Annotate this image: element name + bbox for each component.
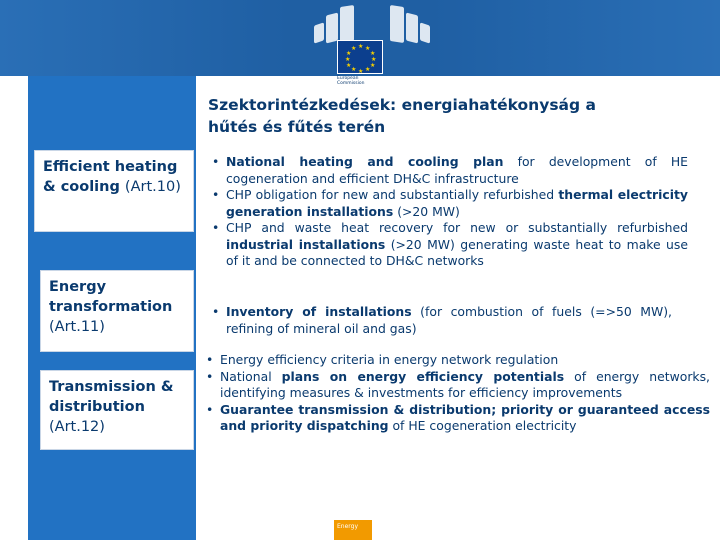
section-box-energy-transformation [40,270,194,352]
bullet-item: • CHP obligation for new and substantially refurbished thermal electricity generation installations (>20 MW) [212,187,688,220]
section-article: (Art.12) [49,419,105,435]
bullet-list-energy-transformation [212,304,672,337]
left-margin [0,76,28,540]
energy-tag: Energy [334,520,372,540]
bullet-list-transmission-distribution [206,352,710,435]
section-article: (Art.11) [49,319,105,335]
bullet-list-heating-cooling [212,154,688,270]
bullet-item: • CHP and waste heat recovery for new or substantially refurbished industrial installations (>20 MW) generating waste heat to make use of it and be connected to DH&C networks [212,220,688,270]
slide-title: Szektorintézkedések: energiahatékonyság a hűtés és fűtés terén [208,96,596,136]
bullet-item: • Energy efficiency criteria in energy network regulation [206,352,710,369]
logo-caption: European Commission [337,76,365,86]
section-box-heating-cooling [34,150,194,232]
bullet-item: • National plans on energy efficiency potentials of energy networks, identifying measures & investments for efficiency improvements [206,369,710,402]
section-box-transmission-distribution [40,370,194,450]
section-article: (Art.10) [124,179,181,195]
bullet-item: • Guarantee transmission & distribution; priority or guaranteed access and priority dispatching of HE cogeneration electricity [206,402,710,435]
eu-flag-icon: ★ ★ ★ ★ ★ ★ ★ ★ ★ ★ ★ ★ [337,40,383,74]
section-heading: Transmission & distribution [49,379,174,415]
section-heading: Efficient heating & cooling [43,159,178,195]
bullet-item: • Inventory of installations (for combustion of fuels (=>50 MW), refining of mineral oil and gas) [212,304,672,337]
section-heading: Energy transformation [49,279,173,315]
bullet-item: • National heating and cooling plan for development of HE cogeneration and efficient DH&C infrastructure [212,154,688,187]
